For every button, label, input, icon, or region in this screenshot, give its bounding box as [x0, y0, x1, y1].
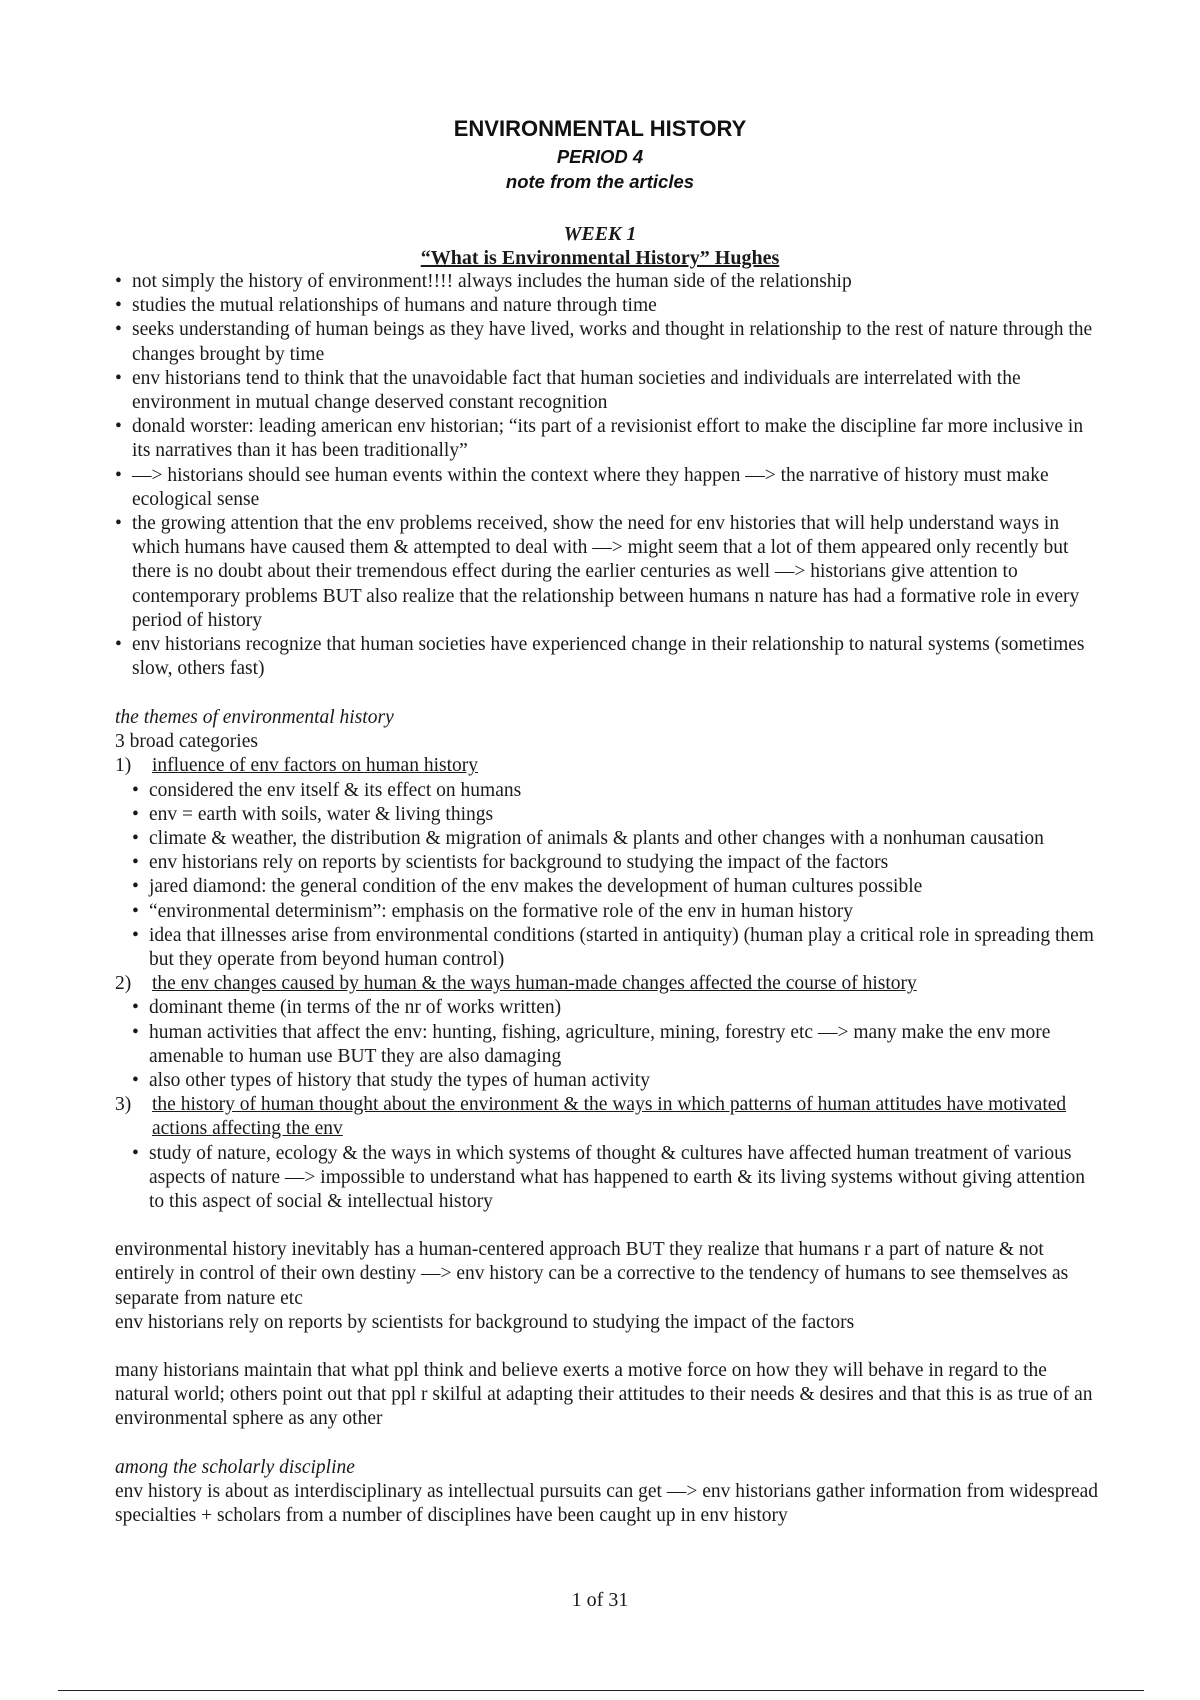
category-3-bullets: [132, 1142, 1105, 1215]
spacer: [115, 1432, 1105, 1456]
list-item: • also other types of history that study the types of human activity: [132, 1069, 1105, 1093]
category-number: 2): [115, 973, 132, 995]
document-title: ENVIRONMENTAL HISTORY: [453, 116, 747, 141]
list-item: • studies the mutual relationships of humans and nature through time: [115, 294, 1105, 318]
category-1-heading: [115, 754, 1105, 778]
category-number: 1): [115, 755, 132, 777]
themes-intro: 3 broad categories: [115, 731, 258, 753]
list-item: • climate & weather, the distribution & migration of animals & plants and other changes with a nonhuman causation: [132, 827, 1105, 851]
list-item: • idea that illnesses arise from environmental conditions (started in antiquity) (human play a critical role in spreading them but they operate from beyond human control): [132, 924, 1105, 972]
list-item: • study of nature, ecology & the ways in which systems of thought & cultures have affected human treatment of various aspects of nature —> impossible to understand what has happened to earth & its living systems without giving attention to this aspect of social & intellectual history: [132, 1142, 1105, 1215]
spacer: [115, 1214, 1105, 1238]
list-item: • seeks understanding of human beings as they have lived, works and thought in relationship to the rest of nature through the changes brought by time: [115, 318, 1105, 366]
page-number: 1 of 31: [571, 1589, 629, 1611]
category-title: influence of env factors on human history: [152, 755, 478, 777]
spacer: [115, 1335, 1105, 1359]
list-item: • considered the env itself & its effect on humans: [132, 779, 1105, 803]
period-label: PERIOD 4: [556, 146, 644, 167]
week-heading: WEEK 1: [563, 223, 637, 245]
paragraph: env historians rely on reports by scientists for background to studying the impact of the factors: [115, 1311, 855, 1333]
article-heading: [0, 246, 1200, 270]
list-item: • jared diamond: the general condition of the env makes the development of human cultures possible: [132, 875, 1105, 899]
category-number: 3): [115, 1094, 132, 1116]
category-title: the history of human thought about the environment & the ways in which patterns of human attitudes have motivated actions affecting the env: [152, 1094, 1067, 1140]
list-item: • env historians recognize that human societies have experienced change in their relationship to natural systems (sometimes slow, others fast): [115, 633, 1105, 681]
subtitle: note from the articles: [505, 171, 695, 192]
list-item: • the growing attention that the env problems received, show the need for env histories that will help understand ways in which humans have caused them & attempted to deal with —> might seem that a lot of them appeared only recently but there is no doubt about their tremendous effect during the earlier centuries as well —> historians give attention to contemporary problems BUT also realize that the relationship between humans n nature has had a formative role in every period of history: [115, 512, 1105, 633]
scholarly-heading: among the scholarly discipline: [115, 1456, 355, 1478]
paragraph: env history is about as interdisciplinary as intellectual pursuits can get —> env historians gather information from widespread specialties + scholars from a number of disciplines have been caught up in env history: [115, 1480, 1099, 1527]
list-item: • dominant theme (in terms of the nr of works written): [132, 996, 1105, 1020]
article-title: “What is Environmental History” Hughes: [420, 247, 780, 269]
list-item: • —> historians should see human events within the context where they happen —> the narrative of history must make ecological sense: [115, 464, 1105, 512]
category-2-bullets: [132, 996, 1105, 1093]
list-item: • not simply the history of environment!!!! always includes the human side of the relationship: [115, 270, 1105, 294]
list-item: • env historians rely on reports by scientists for background to studying the impact of the factors: [132, 851, 1105, 875]
intro-bullet-list: [115, 270, 1105, 681]
page-divider: [58, 1690, 1144, 1691]
list-item: • env historians tend to think that the unavoidable fact that human societies and individuals are interrelated with the environment in mutual change deserved constant recognition: [115, 367, 1105, 415]
category-2-heading: [115, 972, 1105, 996]
intro-section: [115, 270, 1105, 681]
list-item: • “environmental determinism”: emphasis on the formative role of the env in human history: [132, 900, 1105, 924]
list-item: • donald worster: leading american env historian; “its part of a revisionist effort to make the discipline far more inclusive in its narratives than it has been traditionally”: [115, 415, 1105, 463]
paragraph: many historians maintain that what ppl think and believe exerts a motive force on how they will behave in regard to the natural world; others point out that ppl r skilful at adapting their attitudes to their needs & desires and that this is as true of an environmental sphere as any other: [115, 1360, 1093, 1430]
list-item: • env = earth with soils, water & living things: [132, 803, 1105, 827]
themes-section: [115, 706, 1105, 1528]
category-1-bullets: [132, 779, 1105, 973]
category-3-heading: [115, 1093, 1105, 1141]
themes-heading: the themes of environmental history: [115, 707, 394, 728]
paragraph: environmental history inevitably has a human-centered approach BUT they realize that humans r a part of nature & not entirely in control of their own destiny —> env history can be a corrective to the tendency of humans to see themselves as separate from nature etc: [115, 1239, 1069, 1309]
list-item: • human activities that affect the env: hunting, fishing, agriculture, mining, forestry etc —> many make the env more amenable to human use BUT they are also damaging: [132, 1021, 1105, 1069]
category-title: the env changes caused by human & the ways human-made changes affected the course of history: [152, 973, 917, 995]
